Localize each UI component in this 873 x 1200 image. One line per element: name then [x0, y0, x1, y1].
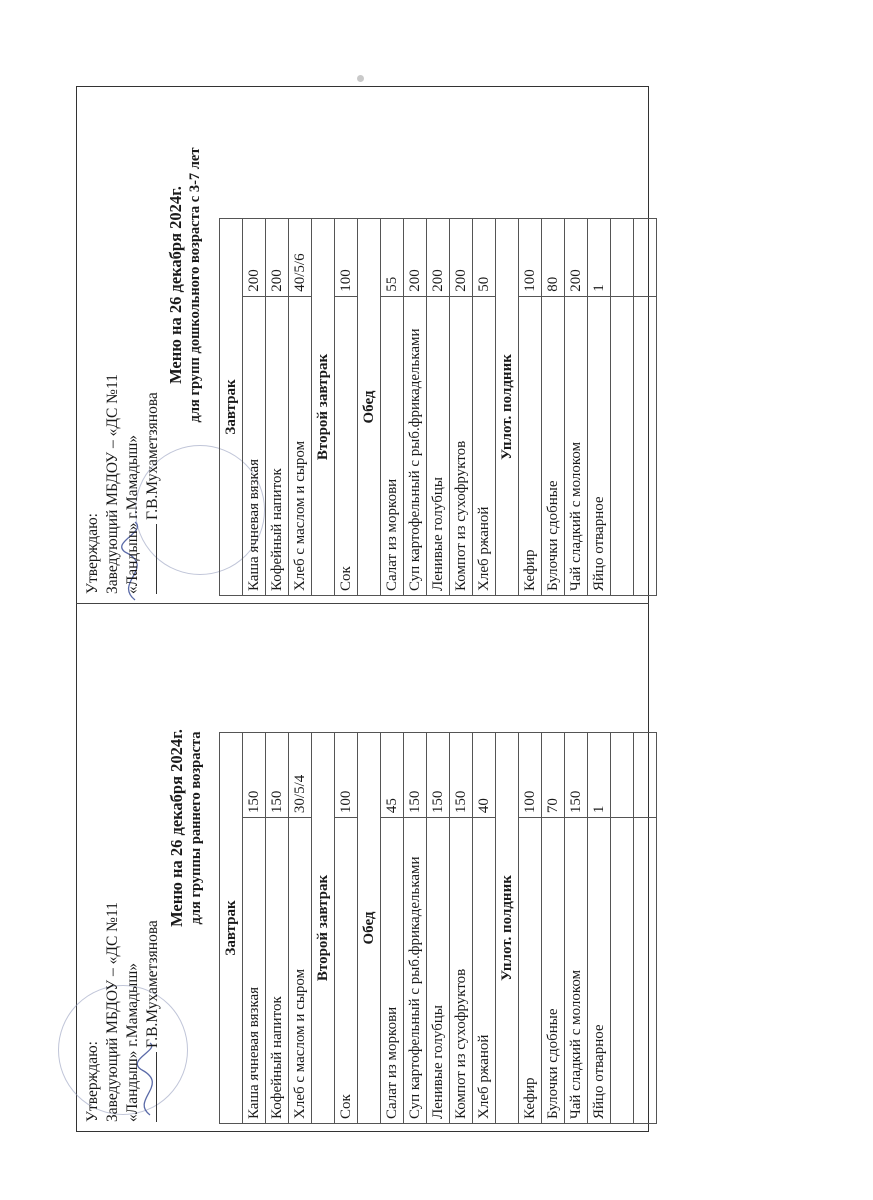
- dish-name: Кофейный напиток: [266, 296, 289, 595]
- dish-name: Компот из сухофруктов: [450, 818, 473, 1124]
- menu-item-row: [450, 733, 473, 1124]
- dish-name: Суп картофельный с рыб.фрикадельками: [404, 818, 427, 1124]
- menu-item-row: [243, 219, 266, 596]
- menu-section-row: [358, 733, 381, 1124]
- dish-name: Ленивые голубцы: [427, 818, 450, 1124]
- dish-name: Хлеб с маслом и сыром: [289, 296, 312, 595]
- menu-item-row: [519, 733, 542, 1124]
- portion-weight: 55: [381, 219, 404, 297]
- dish-name: Хлеб с маслом и сыром: [289, 818, 312, 1124]
- dish-name: Салат из моркови: [381, 818, 404, 1124]
- portion-weight: 30/5/4: [289, 733, 312, 818]
- dish-name: Сок: [335, 818, 358, 1124]
- dish-name: Суп картофельный с рыб.фрикадельками: [404, 296, 427, 595]
- portion-weight: [634, 219, 657, 297]
- portion-weight: 100: [519, 733, 542, 818]
- portion-weight: 200: [427, 219, 450, 297]
- menu-item-row: [335, 733, 358, 1124]
- menu-item-row: [634, 219, 657, 596]
- portion-weight: 40/5/6: [289, 219, 312, 297]
- menu-section-row: [312, 219, 335, 596]
- dish-name: Компот из сухофруктов: [450, 296, 473, 595]
- menu-item-row: [243, 733, 266, 1124]
- menu-item-row: [588, 733, 611, 1124]
- approval-org: «Ландыш» г.Мамадыш»: [124, 962, 141, 1122]
- meal-section-label: Второй завтрак: [312, 219, 335, 596]
- menu-item-row: [289, 733, 312, 1124]
- menu-item-row: [611, 219, 634, 596]
- menu-heading: [165, 75, 205, 495]
- meal-section-label: Второй завтрак: [312, 733, 335, 1124]
- menu-item-row: [565, 733, 588, 1124]
- dish-name: [634, 818, 657, 1124]
- approval-signatory: [143, 902, 163, 1122]
- menu-item-row: [542, 219, 565, 596]
- dish-name: Чай сладкий с молоком: [565, 818, 588, 1124]
- dish-name: [611, 296, 634, 595]
- portion-weight: 150: [565, 733, 588, 818]
- dish-name: Булочки сдобные: [542, 296, 565, 595]
- dish-name: Кефир: [519, 296, 542, 595]
- portion-weight: [611, 733, 634, 818]
- approval-label: Утверждаю:: [84, 1041, 101, 1122]
- approval-label: Утверждаю:: [84, 513, 101, 594]
- dish-name: Булочки сдобные: [542, 818, 565, 1124]
- menu-item-row: [404, 219, 427, 596]
- menu-title: Меню на 26 декабря 2024г.: [166, 186, 185, 384]
- portion-weight: 100: [519, 219, 542, 297]
- meal-section-label: Обед: [358, 733, 381, 1124]
- menu-item-row: [404, 733, 427, 1124]
- signature-line: [156, 1052, 157, 1122]
- approval-name: Г.В.Мухаметзянова: [144, 920, 161, 1048]
- approval-name: Г.В.Мухаметзянова: [144, 392, 161, 520]
- menu-table: [219, 218, 657, 596]
- portion-weight: 100: [335, 733, 358, 818]
- dish-name: Кофейный напиток: [266, 818, 289, 1124]
- menu-item-row: [519, 219, 542, 596]
- meal-section-label: Завтрак: [220, 219, 243, 596]
- portion-weight: 200: [243, 219, 266, 297]
- portion-weight: [634, 733, 657, 818]
- approval-block: [83, 374, 163, 594]
- portion-weight: 200: [450, 219, 473, 297]
- approval-position: Заведующий МБДОУ – «ДС №11: [104, 374, 121, 594]
- portion-weight: 40: [473, 733, 496, 818]
- dish-name: Салат из моркови: [381, 296, 404, 595]
- menu-subtitle: для групп дошкольного возраста с 3-7 лет: [187, 147, 203, 423]
- portion-weight: 1: [588, 733, 611, 818]
- signature-line: [156, 524, 157, 594]
- dish-name: Каша ячневая вязкая: [243, 296, 266, 595]
- menu-item-row: [634, 733, 657, 1124]
- menu-section-row: [220, 733, 243, 1124]
- portion-weight: 150: [243, 733, 266, 818]
- dish-name: Хлеб ржаной: [473, 296, 496, 595]
- portion-weight: 200: [404, 219, 427, 297]
- menu-item-row: [542, 733, 565, 1124]
- dish-name: Чай сладкий с молоком: [565, 296, 588, 595]
- menu-item-row: [335, 219, 358, 596]
- portion-weight: 1: [588, 219, 611, 297]
- scan-speck: [357, 75, 364, 82]
- approval-signatory: [143, 374, 163, 594]
- dish-name: Хлеб ржаной: [473, 818, 496, 1124]
- menu-item-row: [427, 219, 450, 596]
- portion-weight: 200: [565, 219, 588, 297]
- approval-org: «Ландыш» г.Мамадыш»: [124, 434, 141, 594]
- dish-name: [634, 296, 657, 595]
- menu-item-row: [266, 219, 289, 596]
- menu-item-row: [450, 219, 473, 596]
- portion-weight: 200: [266, 219, 289, 297]
- portion-weight: 50: [473, 219, 496, 297]
- dish-name: Яйцо отварное: [588, 818, 611, 1124]
- menu-section-row: [496, 219, 519, 596]
- menu-item-row: [611, 733, 634, 1124]
- approval-block: [83, 902, 163, 1122]
- meal-section-label: Уплот. полдник: [496, 733, 519, 1124]
- menu-early-age: [79, 613, 649, 1128]
- menu-item-row: [289, 219, 312, 596]
- page-divider: [76, 603, 649, 604]
- menu-item-row: [381, 219, 404, 596]
- menu-title: Меню на 26 декабря 2024г.: [167, 729, 186, 927]
- dish-name: Яйцо отварное: [588, 296, 611, 595]
- menu-heading: [166, 648, 206, 1008]
- menu-section-row: [220, 219, 243, 596]
- menu-section-row: [496, 733, 519, 1124]
- menu-item-row: [381, 733, 404, 1124]
- dish-name: Каша ячневая вязкая: [243, 818, 266, 1124]
- dish-name: [611, 818, 634, 1124]
- dish-name: Кефир: [519, 818, 542, 1124]
- portion-weight: 45: [381, 733, 404, 818]
- portion-weight: 150: [404, 733, 427, 818]
- portion-weight: 100: [335, 219, 358, 297]
- dish-name: Ленивые голубцы: [427, 296, 450, 595]
- approval-position: Заведующий МБДОУ – «ДС №11: [104, 902, 121, 1122]
- menu-subtitle: для группы раннего возраста: [188, 731, 204, 925]
- menu-item-row: [588, 219, 611, 596]
- portion-weight: [611, 219, 634, 297]
- menu-table: [219, 732, 657, 1124]
- menu-section-row: [312, 733, 335, 1124]
- menu-preschool: [79, 85, 649, 600]
- menu-item-row: [266, 733, 289, 1124]
- portion-weight: 70: [542, 733, 565, 818]
- menu-item-row: [473, 219, 496, 596]
- portion-weight: 150: [450, 733, 473, 818]
- dish-name: Сок: [335, 296, 358, 595]
- menu-item-row: [427, 733, 450, 1124]
- menu-item-row: [473, 733, 496, 1124]
- portion-weight: 150: [427, 733, 450, 818]
- meal-section-label: Обед: [358, 219, 381, 596]
- meal-section-label: Уплот. полдник: [496, 219, 519, 596]
- menu-section-row: [358, 219, 381, 596]
- portion-weight: 80: [542, 219, 565, 297]
- meal-section-label: Завтрак: [220, 733, 243, 1124]
- portion-weight: 150: [266, 733, 289, 818]
- menu-item-row: [565, 219, 588, 596]
